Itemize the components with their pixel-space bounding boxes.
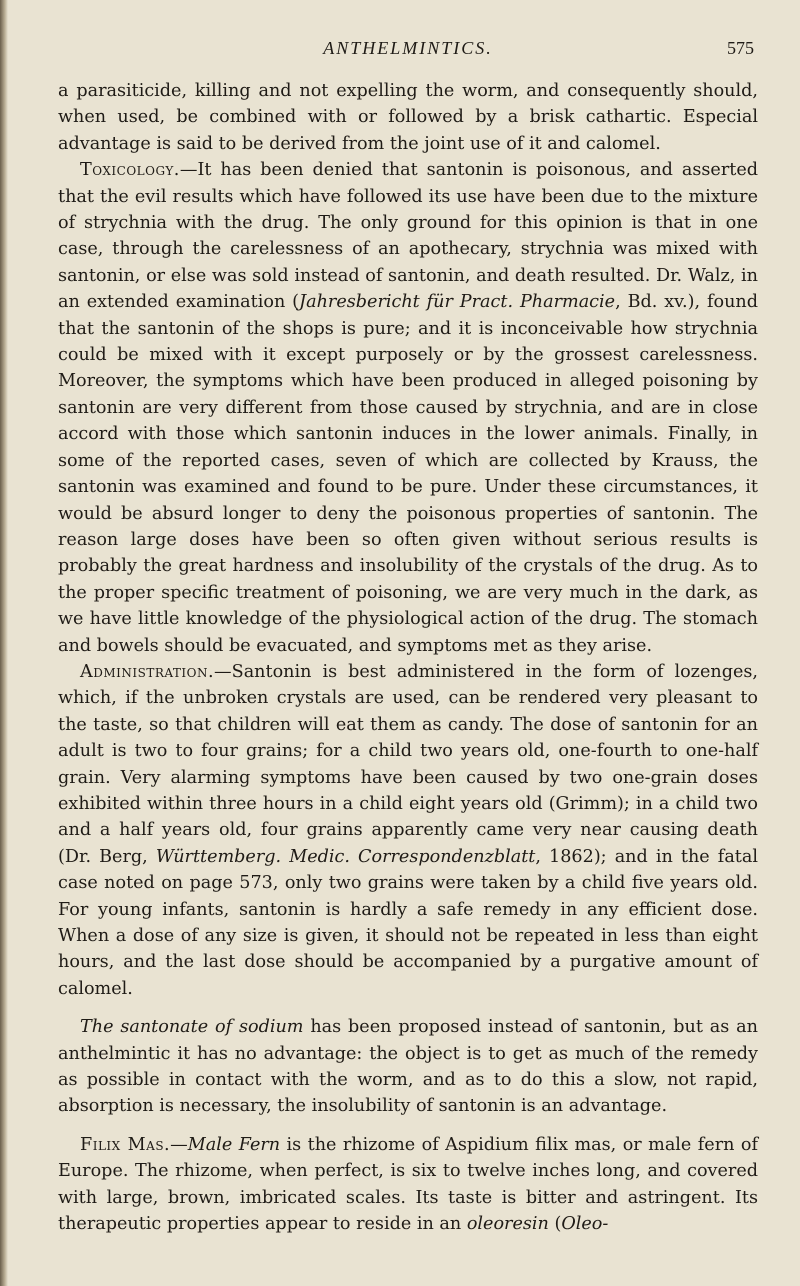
section-heading-filix-mas: Filix Mas.: [80, 1134, 171, 1155]
section-heading-administration: Administration.: [80, 661, 215, 682]
text-run: has been proposed instead of santonin, but as an anthelmintic it has no advantage: the object is to get as much of the remedy as possible in contact with the worm, and as to do this a slow, not rapid, absorption is necessary, the insolubility of santonin is an advantage.: [58, 1017, 758, 1117]
text-run: —Santonin is best administered in the form of lozenges, which, if the unbroken crystals are used, can be rendered very pleasant to the taste, so that children will eat them as candy. The dose of santonin for an adult is two to four grains; for a child two years old, one-fourth to one-half grain. Very alarming symptoms have been caused by two one-grain doses exhibited within three hours in a child eight years old (Grimm); in a child two and a half years old, four grains apparently came very near causing death (Dr. Berg,: [58, 661, 758, 867]
paragraph-santonate: [58, 1014, 758, 1120]
italic-term: Oleo-: [561, 1214, 609, 1235]
text-run: is the rhizome of Aspidium filix mas, or male fern of Europe. The rhizome, when perfect, is six to twelve inches long, and covered with large, brown, imbricated scales. Its taste is bitter and astringent. Its therapeutic properties appear to reside in an: [58, 1134, 758, 1235]
text-run: (: [548, 1214, 562, 1235]
section-heading-toxicology: Toxicology.: [80, 160, 180, 181]
page-number: 575: [727, 38, 754, 58]
italic-citation: Württemberg. Medic. Correspondenzblatt: [155, 846, 536, 867]
scan-edge: [0, 0, 8, 1286]
italic-term: Male Fern: [187, 1134, 281, 1155]
text-run: —: [170, 1134, 188, 1155]
paragraph-continuation: [58, 78, 758, 157]
text-run: , Bd. xv.), found that the santonin of the shops is pure; and it is inconceivable how strychnia could be mixed with it except purposely or by the grossest carelessness. Moreover, the symptoms which have been produced in alleged poisoning by santonin are very different from those caused by strychnia, and are in close accord with those which santonin induces in the lower animals. Finally, in some of the reported cases, seven of which are collected by Krauss, the santonin was examined and found to be pure. Under these circumstances, it would be absurd longer to deny the poisonous properties of santonin. The reason large doses have been so often given without serious results is probably the great hardness and insolubility of the crystals of the drug. As to the proper specific treatment of poisoning, we are very much in the dark, as we have little knowledge of the physiological action of the drug. The stomach and bowels should be evacuated, and symptoms met as they arise.: [58, 292, 759, 656]
paragraph-toxicology: [58, 157, 758, 659]
running-title: ANTHELMINTICS.: [323, 38, 493, 58]
paragraph-administration: [58, 659, 758, 1002]
text-run: a parasiticide, killing and not expelling the worm, and consequently should, when used, be combined with or followed by a brisk cathartic. Especial advantage is said to be derived from the joint use of it and calomel.: [58, 81, 758, 154]
running-head: [58, 38, 758, 78]
italic-citation: Jahresbericht für Pract. Pharmacie: [299, 292, 616, 313]
text-run: , 1862); and in the fatal case noted on page 573, only two grains were taken by a child five years old. For young infants, santonin is hardly a safe remedy in any efficient dose. When a dose of any size is given, it should not be repeated in less than eight hours, and the last dose should be accompanied by a purgative amount of calomel.: [58, 846, 758, 999]
book-page: [58, 38, 758, 1237]
paragraph-filix-mas: [58, 1132, 758, 1238]
italic-term: The santonate of sodium: [80, 1017, 304, 1038]
text-run: —It has been denied that santonin is poisonous, and asserted that the evil results which have followed its use have been due to the mixture of strychnia with the drug. The only ground for this opinion is that in one case, through the carelessness of an apothecary, strychnia was mixed with santonin, or else was sold instead of santonin, and death resulted. Dr. Walz, in an extended examination (: [58, 160, 758, 313]
italic-term: oleoresin: [466, 1214, 549, 1235]
